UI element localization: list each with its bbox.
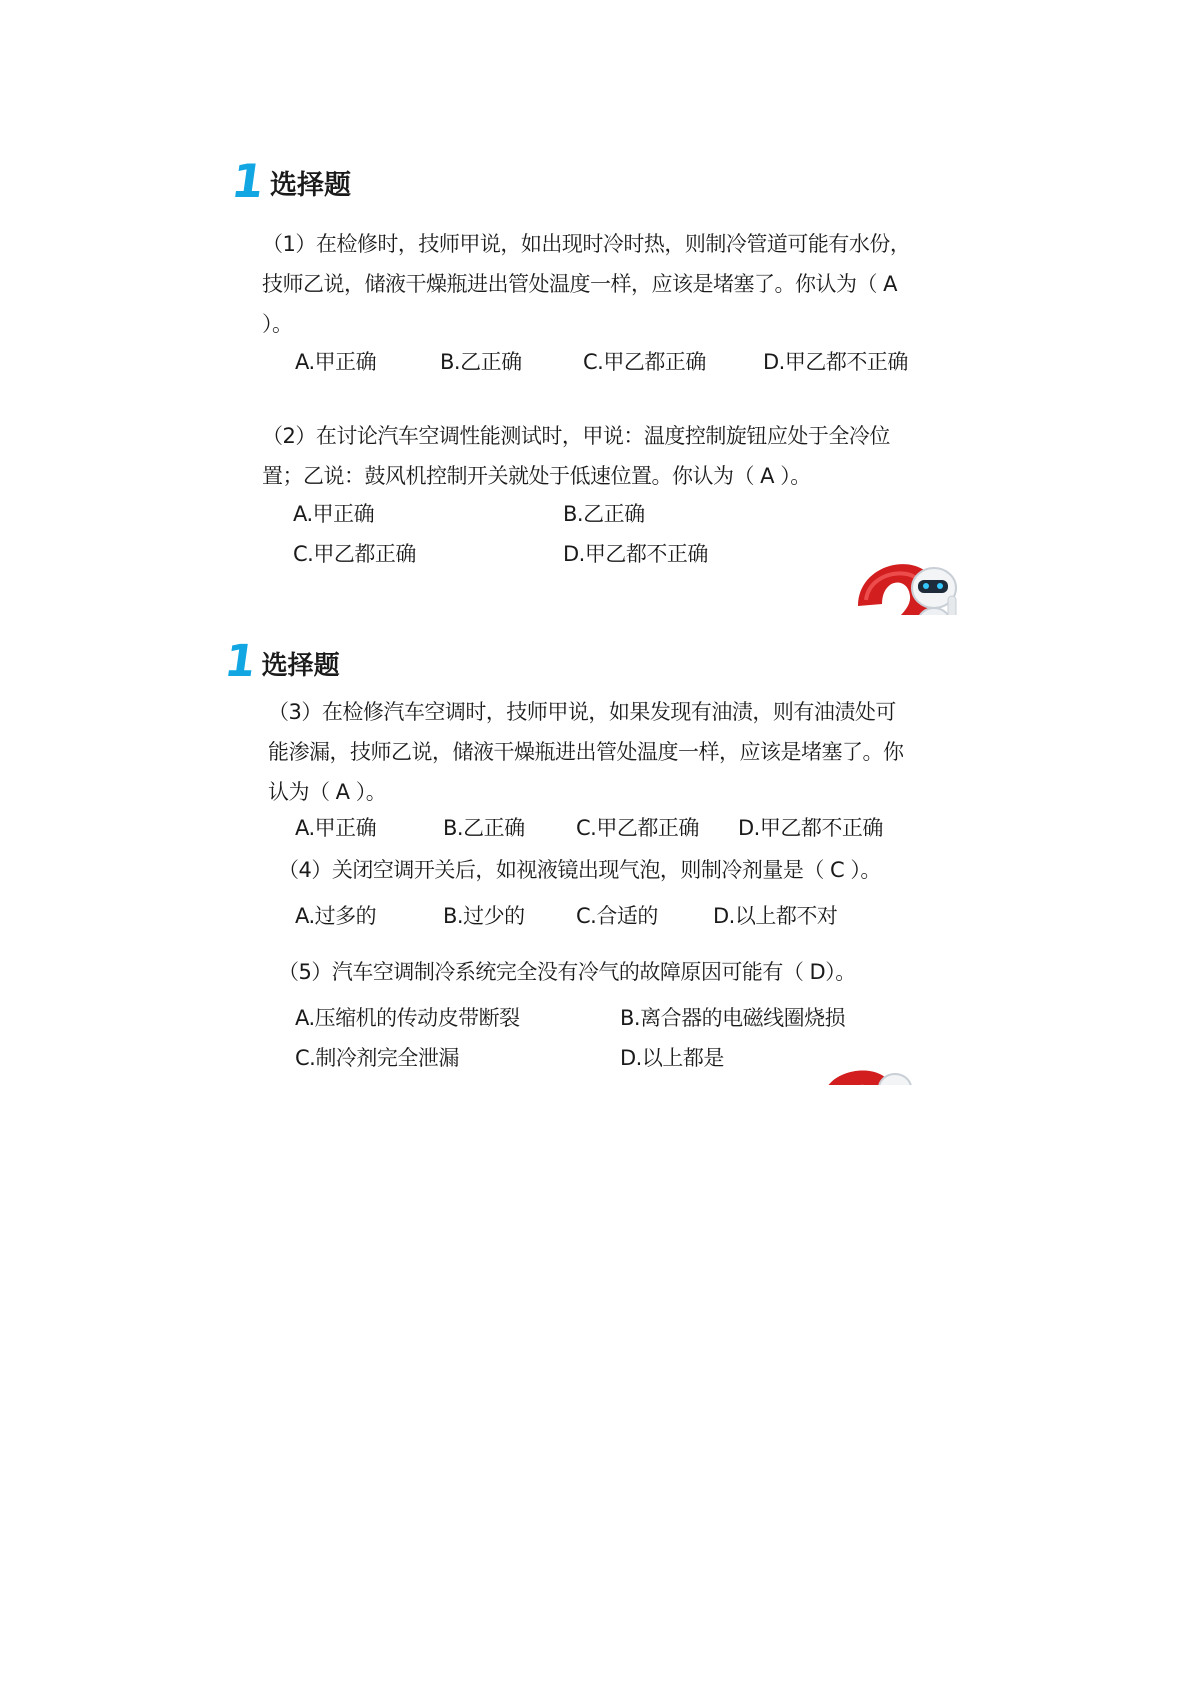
question-1-option-b: B.乙正确 <box>440 350 522 374</box>
section-title: 选择题 <box>270 170 352 201</box>
section-header <box>221 636 340 687</box>
question-2: （2）在讨论汽车空调性能测试时，甲说：温度控制旋钮应处于全冷位置；乙说：鼓风机控制开关就处于低速位置。你认为（ A ）。 <box>262 424 890 488</box>
section-number: 1 <box>221 636 260 687</box>
question-robot-icon <box>830 538 970 615</box>
section-number: 1 <box>228 154 268 208</box>
question-4-option-a: A.过多的 <box>295 904 377 928</box>
question-1: （1）在检修时，技师甲说，如出现时冷时热，则制冷管道可能有水份，技师乙说，储液干燥瓶进出管处温度一样，应该是堵塞了。你认为（ A ）。 <box>262 232 911 336</box>
question-1-option-d: D.甲乙都不正确 <box>763 350 908 374</box>
question-3-option-a: A.甲正确 <box>295 816 377 840</box>
section-header <box>228 154 352 208</box>
question-5-option-a: A.压缩机的传动皮带断裂 <box>295 1006 520 1030</box>
question-3-option-d: D.甲乙都不正确 <box>738 816 883 840</box>
question-robot-icon <box>817 1058 915 1085</box>
question-3: （3）在检修汽车空调时，技师甲说，如果发现有油渍，则有油渍处可能渗漏，技师乙说，储液干燥瓶进出管处温度一样，应该是堵塞了。你认为（ A ）。 <box>268 700 904 804</box>
question-5-option-b: B.离合器的电磁线圈烧损 <box>620 1006 846 1030</box>
question-2-option-c: C.甲乙都正确 <box>293 542 416 566</box>
question-2-option-b: B.乙正确 <box>563 502 645 526</box>
question-2-option-d: D.甲乙都不正确 <box>563 542 708 566</box>
question-5-option-c: C.制冷剂完全泄漏 <box>295 1046 459 1070</box>
question-5: （5）汽车空调制冷系统完全没有冷气的故障原因可能有（ D）。 <box>278 960 856 984</box>
question-4-option-d: D.以上都不对 <box>713 904 838 928</box>
question-3-option-c: C.甲乙都正确 <box>576 816 699 840</box>
question-1-option-c: C.甲乙都正确 <box>583 350 706 374</box>
question-1-option-a: A.甲正确 <box>295 350 377 374</box>
question-5-option-d: D.以上都是 <box>620 1046 724 1070</box>
question-4-option-c: C.合适的 <box>576 904 658 928</box>
slide-1 <box>220 140 970 615</box>
slide-2 <box>215 630 915 1085</box>
question-4-option-b: B.过少的 <box>443 904 525 928</box>
section-title: 选择题 <box>261 651 340 681</box>
question-2-option-a: A.甲正确 <box>293 502 375 526</box>
question-3-option-b: B.乙正确 <box>443 816 525 840</box>
question-4: （4）关闭空调开关后，如视液镜出现气泡，则制冷剂量是（ C ）。 <box>278 858 881 882</box>
